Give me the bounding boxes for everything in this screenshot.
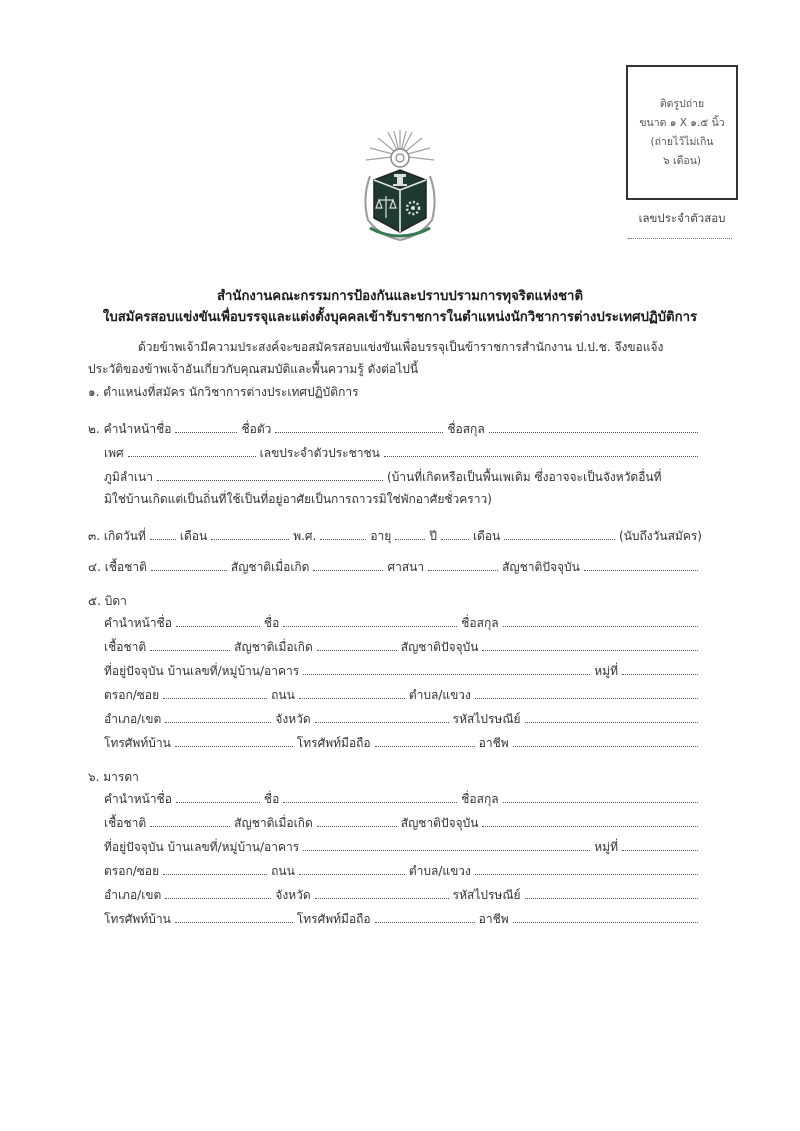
- photo-age-months: ๖ เดือน): [663, 154, 701, 167]
- applicant-current-nationality-field[interactable]: [584, 559, 698, 571]
- mother-address-row: ที่อยู่ปัจจุบัน บ้านเลขที่/หมู่บ้าน/อาคาร หมู่ที่: [104, 838, 702, 856]
- mother-nationality-row: เชื้อชาติ สัญชาติเมื่อเกิด สัญชาติปัจจุบัน: [104, 814, 702, 832]
- father-contact-row: โทรศัพท์บ้าน โทรศัพท์มือถือ อาชีพ: [104, 734, 702, 752]
- nacc-emblem-icon: [350, 128, 450, 248]
- mother-contact-row: โทรศัพท์บ้าน โทรศัพท์มือถือ อาชีพ: [104, 910, 702, 928]
- applicant-domicile-field[interactable]: [157, 469, 383, 481]
- father-address-field[interactable]: [303, 663, 590, 675]
- father-subdistrict-field[interactable]: [475, 687, 698, 699]
- father-district-row: อำเภอ/เขต จังหวัด รหัสไปรษณีย์: [104, 710, 702, 728]
- section-2-name-row: ๒. คำนำหน้าชื่อ ชื่อตัว ชื่อสกุล: [88, 420, 702, 438]
- photo-label: ติดรูปถ่าย: [659, 97, 705, 110]
- father-last-name-field[interactable]: [503, 615, 698, 627]
- mother-soi-field[interactable]: [163, 863, 267, 875]
- father-current-nationality-field[interactable]: [482, 639, 698, 651]
- section-2-domicile-note: มิใช่บ้านเกิดแต่เป็นถิ่นที่ใช้เป็นที่อยู่อาศัยเป็นการถาวรมิใช่พักอาศัยชั่วคราว): [104, 492, 492, 506]
- section-2-id-row: เพศ เลขประจำตัวประชาชน: [104, 444, 702, 462]
- age-months-field[interactable]: [441, 528, 469, 540]
- mother-mobile-field[interactable]: [375, 911, 475, 923]
- section-6-title: ๖. มารดา: [88, 770, 139, 784]
- section-5-title: ๕. บิดา: [88, 594, 127, 608]
- father-race-field[interactable]: [150, 639, 230, 651]
- form-title: ใบสมัครสอบแข่งขันเพื่อบรรจุและแต่งตั้งบุคคลเข้ารับราชการในตำแหน่งนักวิชาการต่างประเทศปฏิบัติการ: [102, 310, 698, 325]
- mother-first-name-field[interactable]: [283, 791, 457, 803]
- father-prefix-field[interactable]: [176, 615, 260, 627]
- photo-placeholder-box[interactable]: [626, 65, 738, 200]
- exam-id-field[interactable]: [628, 238, 732, 239]
- father-road-field[interactable]: [299, 687, 405, 699]
- org-name: สำนักงานคณะกรรมการป้องกันและปราบปรามการทุจริตแห่งชาติ: [216, 289, 584, 304]
- mother-moo-field[interactable]: [622, 839, 698, 851]
- section-2-domicile-row: ภูมิลำเนา (บ้านที่เกิดหรือเป็นพื้นเพเดิม ซึ่งอาจจะเป็นจังหวัดอื่นที่: [104, 470, 662, 484]
- birth-day-field[interactable]: [150, 528, 176, 540]
- photo-size: ขนาด ๑ X ๑.๕ นิ้ว: [639, 116, 725, 129]
- intro-line-2: ประวัติของข้าพเจ้าอันเกี่ยวกับคุณสมบัติและพื้นความรู้ ดังต่อไปนี้: [88, 362, 419, 376]
- father-birth-nationality-field[interactable]: [317, 639, 397, 651]
- mother-address-field[interactable]: [303, 839, 590, 851]
- mother-road-field[interactable]: [299, 863, 405, 875]
- father-province-field[interactable]: [315, 711, 449, 723]
- applicant-citizen-id-field[interactable]: [384, 445, 698, 457]
- applicant-religion-field[interactable]: [428, 559, 498, 571]
- mother-prefix-field[interactable]: [176, 791, 260, 803]
- applicant-first-name-field[interactable]: [275, 421, 443, 433]
- mother-current-nationality-field[interactable]: [482, 815, 698, 827]
- father-first-name-field[interactable]: [283, 615, 457, 627]
- birth-year-field[interactable]: [320, 528, 366, 540]
- father-postcode-field[interactable]: [525, 711, 698, 723]
- applicant-last-name-field[interactable]: [489, 421, 698, 433]
- mother-district-field[interactable]: [165, 887, 271, 899]
- mother-district-row: อำเภอ/เขต จังหวัด รหัสไปรษณีย์: [104, 886, 702, 904]
- father-mobile-field[interactable]: [375, 735, 475, 747]
- father-street-row: ตรอก/ซอย ถนน ตำบล/แขวง: [104, 686, 702, 704]
- age-years-field[interactable]: [395, 528, 425, 540]
- mother-birth-nationality-field[interactable]: [317, 815, 397, 827]
- section-1-position: ๑. ตำแหน่งที่สมัคร นักวิชาการต่างประเทศปฏิบัติการ: [88, 385, 359, 399]
- exam-id-label: เลขประจำตัวสอบ: [638, 211, 726, 225]
- mother-subdistrict-field[interactable]: [475, 863, 698, 875]
- father-address-row: ที่อยู่ปัจจุบัน บ้านเลขที่/หมู่บ้าน/อาคาร หมู่ที่: [104, 662, 702, 680]
- father-occupation-field[interactable]: [513, 735, 698, 747]
- applicant-race-field[interactable]: [151, 559, 227, 571]
- applicant-birth-nationality-field[interactable]: [313, 559, 383, 571]
- mother-name-row: คำนำหน้าชื่อ ชื่อ ชื่อสกุล: [104, 790, 702, 808]
- father-moo-field[interactable]: [622, 663, 698, 675]
- mother-province-field[interactable]: [315, 887, 449, 899]
- section-3-birth-row: ๓. เกิดวันที่ เดือน พ.ศ. อายุ ปี เดือน (นับถึงวันสมัคร): [88, 529, 702, 543]
- mother-street-row: ตรอก/ซอย ถนน ตำบล/แขวง: [104, 862, 702, 880]
- mother-home-phone-field[interactable]: [175, 911, 293, 923]
- applicant-sex-field[interactable]: [128, 445, 256, 457]
- birth-month-field[interactable]: [211, 528, 289, 540]
- section-4-nationality-row: ๔. เชื้อชาติ สัญชาติเมื่อเกิด ศาสนา สัญชาติปัจจุบัน: [88, 558, 702, 576]
- father-name-row: คำนำหน้าชื่อ ชื่อ ชื่อสกุล: [104, 614, 702, 632]
- father-district-field[interactable]: [165, 711, 271, 723]
- intro-line-1: ด้วยข้าพเจ้ามีความประสงค์จะขอสมัครสอบแข่งขันเพื่อบรรจุเป็นข้าราชการสำนักงาน ป.ป.ช. จึงขอแจ้ง: [138, 340, 664, 354]
- father-home-phone-field[interactable]: [175, 735, 293, 747]
- father-nationality-row: เชื้อชาติ สัญชาติเมื่อเกิด สัญชาติปัจจุบัน: [104, 638, 702, 656]
- mother-race-field[interactable]: [150, 815, 230, 827]
- photo-age-note: (ถ่ายไว้ไม่เกิน: [650, 135, 714, 148]
- mother-last-name-field[interactable]: [503, 791, 698, 803]
- applicant-prefix-field[interactable]: [175, 421, 237, 433]
- father-soi-field[interactable]: [163, 687, 267, 699]
- age-extra-field[interactable]: [504, 528, 615, 540]
- mother-postcode-field[interactable]: [525, 887, 698, 899]
- mother-occupation-field[interactable]: [513, 911, 698, 923]
